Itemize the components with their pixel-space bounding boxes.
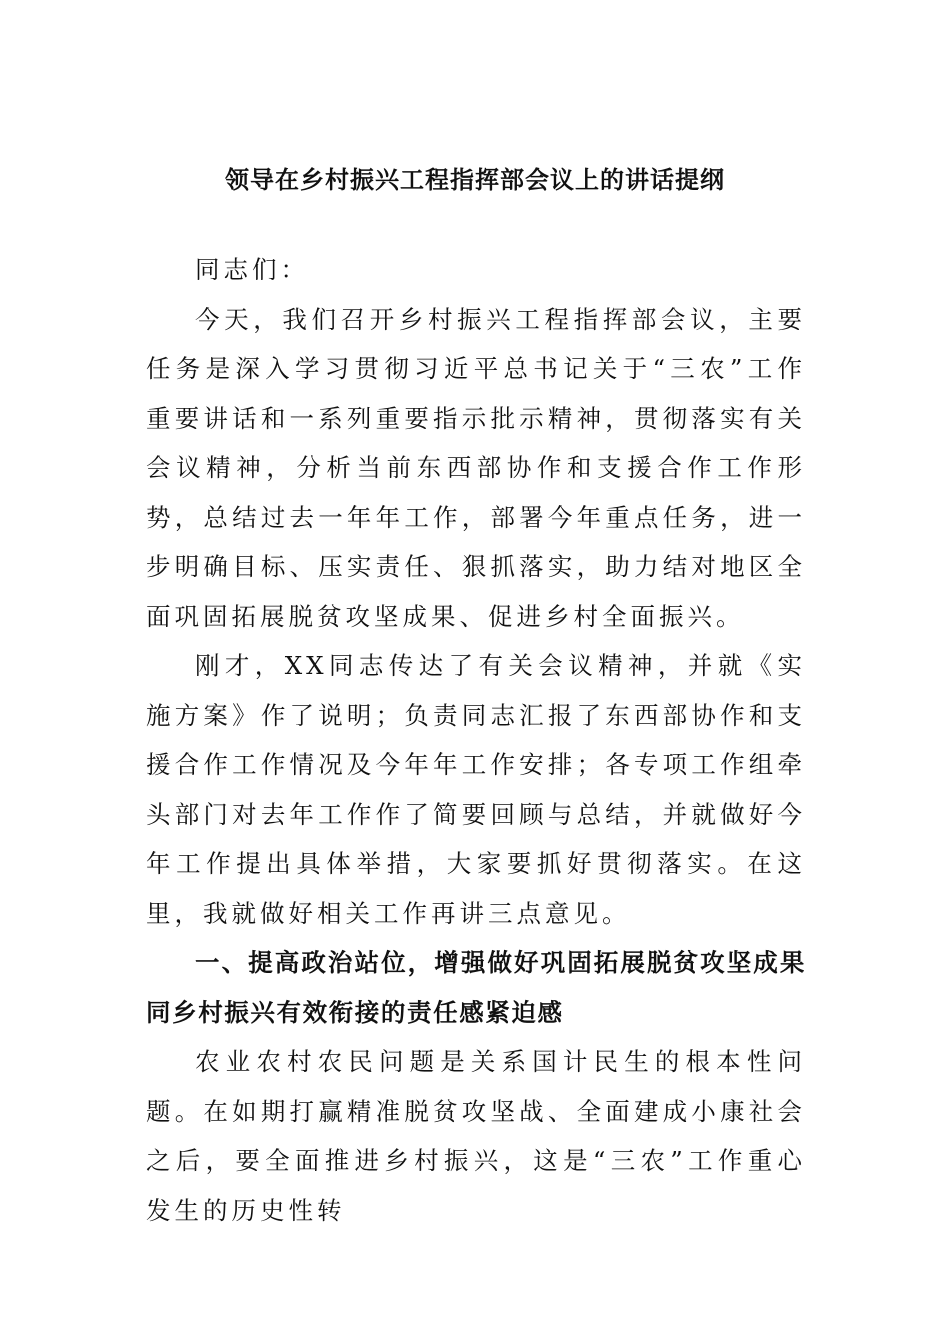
greeting: 同志们： (195, 255, 309, 284)
paragraph: 刚才，XX同志传达了有关会议精神，并就《实施方案》作了说明；负责同志汇报了东西部协作和支援合作工作情况及今年年工作安排；各专项工作组牵头部门对去年工作作了简要回顾与总结，并就做好今年工作提出具体举措，大家要抓好贯彻落实。在这里，我就做好相关工作再讲三点意见。 (146, 651, 806, 928)
paragraph: 今天，我们召开乡村振兴工程指挥部会议，主要任务是深入学习贯彻习近平总书记关于“三农”工作重要讲话和一系列重要指示批示精神，贯彻落实有关会议精神，分析当前东西部协作和支援合作工作形势，总结过去一年年工作，部署今年重点任务，进一步明确目标、压实责任、狠抓落实，助力结对地区全面巩固拓展脱贫攻坚成果、促进乡村全面振兴。 (146, 304, 806, 631)
paragraph: 农业农村农民问题是关系国计民生的根本性问题。在如期打赢精准脱贫攻坚战、全面建成小康社会之后，要全面推进乡村振兴，这是“三农”工作重心发生的历史性转 (146, 1047, 806, 1225)
section-heading: 一、提高政治站位，增强做好巩固拓展脱贫攻坚成果同乡村振兴有效衔接的责任感紧迫感 (146, 948, 806, 1027)
document-title: 领导在乡村振兴工程指挥部会议上的讲话提纲 (225, 166, 725, 194)
document-body (146, 245, 806, 1235)
